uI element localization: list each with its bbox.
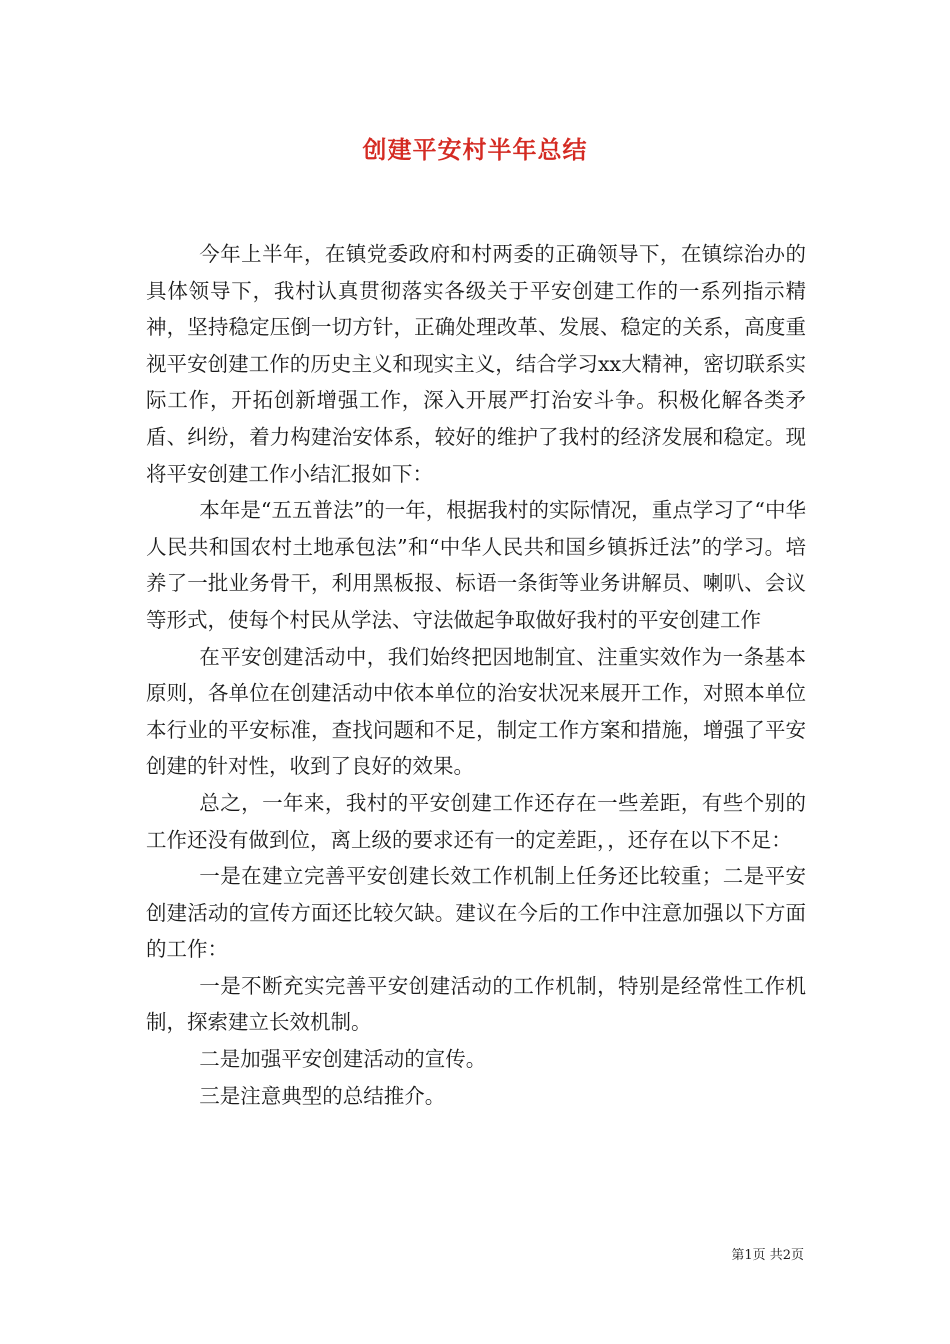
paragraph-legal-study: 本年是“五五普法”的一年，根据我村的实际情况，重点学习了“中华人民共和国农村土地承包法”和“中华人民共和国乡镇拆迁法”的学习。培养了一批业务骨干，利用黑板报、标语一条街等业务讲解员、喇叭、会议等形式，使每个村民从学法、守法做起争取做好我村的平安创建工作 (146, 498, 806, 632)
paragraph-principle: 在平安创建活动中，我们始终把因地制宜、注重实效作为一条基本原则，各单位在创建活动中依本单位的治安状况来展开工作，对照本单位本行业的平安标准，查找问题和不足，制定工作方案和措施，增强了平安创建的针对性，收到了良好的效果。 (146, 644, 806, 779)
paragraph-suggestion-1: 一是不断充实完善平安创建活动的工作机制，特别是经常性工作机制，探索建立长效机制。 (146, 973, 806, 1035)
paragraph-suggestion-2: 二是加强平安创建活动的宣传。 (199, 1047, 487, 1072)
paragraph-suggestion-3: 三是注意典型的总结推介。 (199, 1083, 446, 1108)
document-body (146, 236, 806, 1114)
paragraph-intro: 今年上半年，在镇党委政府和村两委的正确领导下，在镇综治办的具体领导下，我村认真贯彻落实各级关于平安创建工作的一系列指示精神，坚持稳定压倒一切方针，正确处理改革、发展、稳定的关系，高度重视平安创建工作的历史主义和现实主义，结合学习xx大精神，密切联系实际工作，开拓创新增强工作，深入开展严打治安斗争。积极化解各类矛盾、纠纷，着力构建治安体系，较好的维护了我村的经济发展和稳定。现将平安创建工作小结汇报如下： (146, 242, 806, 486)
paragraph-summary: 总之，一年来，我村的平安创建工作还存在一些差距，有些个别的工作还没有做到位，离上级的要求还有一的定差距，，还存在以下不足： (146, 790, 806, 852)
paragraph-shortcomings: 一是在建立完善平安创建长效工作机制上任务还比较重；二是平安创建活动的宣传方面还比较欠缺。建议在今后的工作中注意加强以下方面的工作： (146, 864, 806, 962)
page-number: 第1页 共2页 (731, 1248, 804, 1263)
document-title: 创建平安村半年总结 (362, 135, 588, 164)
